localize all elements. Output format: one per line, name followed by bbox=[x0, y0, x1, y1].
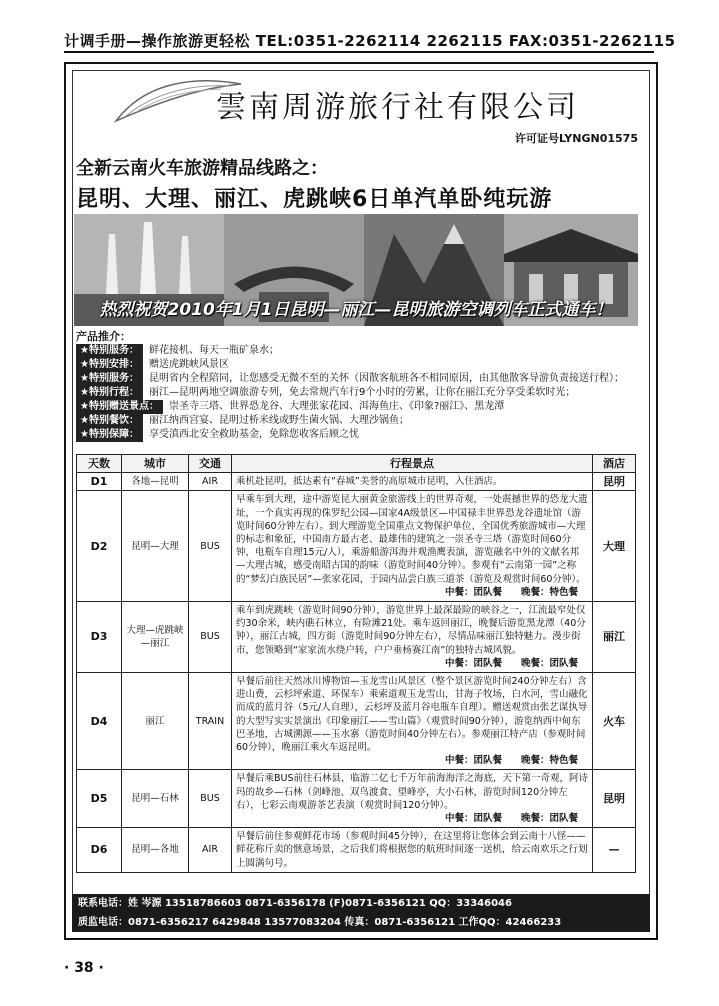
city-cell: 大理—虎跳峡—丽江 bbox=[122, 602, 189, 673]
intro-tag: ★特别安排： bbox=[76, 358, 143, 372]
meal-line: 中餐：团队餐 晚餐：团队餐 bbox=[444, 657, 578, 669]
table-row bbox=[77, 491, 636, 602]
intro-text: 丽江纳西宫宴、昆明过桥米线或野生菌火锅、大理沙锅鱼； bbox=[148, 415, 409, 426]
transport-cell: AIR bbox=[189, 828, 232, 873]
intro-item bbox=[76, 386, 640, 400]
intro-tag: ★特别赠送景点： bbox=[76, 400, 163, 414]
itinerary-table bbox=[76, 454, 636, 873]
transport-cell: TRAIN bbox=[189, 673, 232, 770]
city-cell: 丽江 bbox=[122, 673, 189, 770]
celebration-banner: 热烈祝贺2010年1月1日昆明—丽江—昆明旅游空调列车正式通车！ bbox=[99, 300, 613, 320]
intro-item bbox=[76, 428, 640, 442]
table-row bbox=[77, 828, 636, 873]
intro-item bbox=[76, 372, 640, 386]
day-cell: D6 bbox=[77, 828, 122, 873]
intro-text: 享受滇西北安全救助基金，免除您收客后顾之忧 bbox=[148, 429, 359, 440]
intro-text: 崇圣寺三塔、世界恐龙谷、大理张家花园、洱海鱼庄、《印象?丽江》、黑龙潭 bbox=[168, 401, 505, 412]
city-cell: 昆明—各地 bbox=[122, 828, 189, 873]
page-header bbox=[64, 30, 676, 52]
route-title: 昆明、大理、丽江、虎跳峡6日单汽单卧纯玩游 bbox=[76, 187, 553, 212]
intro-tag: ★特别保障： bbox=[76, 428, 143, 442]
itinerary-text: 早餐后前往参观鲜花市场（参观时间45分钟），在这里将让您体会到云南十八怪——鲜花称斤卖的惬意场景，之后我们将根据您的航班时间逐一送机，给云南欢乐之行划上圆满句号。 bbox=[236, 831, 588, 869]
table-row bbox=[77, 770, 636, 828]
header-transport: 交通 bbox=[189, 455, 232, 473]
intro-tag: ★特别服务： bbox=[76, 372, 143, 386]
header-text: 计调手册—操作旅游更轻松 TEL:0351-2262114 2262115 FAX:0351-2262115 bbox=[64, 32, 676, 50]
transport-cell: BUS bbox=[189, 491, 232, 602]
day-cell: D1 bbox=[77, 473, 122, 491]
intro-text: 赠送虎跳峡风景区 bbox=[148, 359, 229, 370]
intro-heading: 产品推介： bbox=[76, 330, 131, 343]
meal-line: 中餐：团队餐 晚餐：特色餐 bbox=[444, 755, 578, 767]
company-name: 雲南周游旅行社有限公司 bbox=[216, 90, 579, 125]
day-cell: D2 bbox=[77, 491, 122, 602]
hotel-cell: 昆明 bbox=[593, 770, 636, 828]
itinerary-cell bbox=[232, 770, 593, 828]
table-row bbox=[77, 673, 636, 770]
intro-item bbox=[76, 358, 640, 372]
intro-item bbox=[76, 400, 640, 414]
photo-strip bbox=[74, 214, 638, 326]
intro-text: 丽江—昆明两地空调旅游专列，免去常规汽车行9个小时的劳累，让你在丽江充分享受柔软时光； bbox=[148, 387, 576, 398]
itinerary-cell bbox=[232, 828, 593, 873]
intro-item bbox=[76, 344, 640, 358]
contact-bar bbox=[72, 894, 650, 932]
intro-text: 昆明省内全程陪同，让您感受无微不至的关怀（因散客航班各不相同原因，由其他散客导游负责接送行程）； bbox=[148, 373, 624, 384]
transport-cell: BUS bbox=[189, 602, 232, 673]
itinerary-cell bbox=[232, 602, 593, 673]
product-intro bbox=[76, 330, 640, 442]
header-city: 城市 bbox=[122, 455, 189, 473]
day-cell: D3 bbox=[77, 602, 122, 673]
itinerary-cell bbox=[232, 491, 593, 602]
hotel-cell: 昆明 bbox=[593, 473, 636, 491]
itinerary-text: 早餐后乘BUS前往石林县，临游二亿七千万年前海海洋之海底，天下第一奇观，阿诗玛的故乡—石林（剑峰池、双鸟渡食、望峰亭，大小石林，游览时间120分钟左右），七彩云南观游茶艺表演（观赏时间120分钟）。 bbox=[236, 773, 589, 811]
intro-tag: ★特别行程： bbox=[76, 386, 143, 400]
header-itinerary: 行程景点 bbox=[232, 455, 593, 473]
meal-line: 中餐：团队餐 晚餐：团队餐 bbox=[444, 813, 578, 825]
itinerary-text: 早餐后前往天然冰川博物馆—玉龙雪山风景区（整个景区游览时间240分钟左右）含进山费，云杉坪索道、环保车）乘索道观玉龙雪山，甘海子牧场，白水河，雪山融化而成的蓝月谷（5元/人自理），云杉坪及蓝月谷电瓶车自理）。赠送观赏由张艺谋执导的大型写实实景演出《印象丽江——雪山篇》（观赏时间90分钟），游览纳西中甸东巴圣地，古城溯源——玉水寨（游览时间40分钟左右）。参观丽江特产店（参观时间60分钟），晚丽江乘火车返昆明。 bbox=[236, 676, 588, 754]
transport-cell: AIR bbox=[189, 473, 232, 491]
license-number: 许可证号LYNGN01575 bbox=[515, 132, 638, 145]
intro-tag: ★特别服务： bbox=[76, 344, 143, 358]
header-hotel: 酒店 bbox=[593, 455, 636, 473]
city-cell: 昆明—大理 bbox=[122, 491, 189, 602]
header-rule bbox=[64, 51, 654, 53]
hotel-cell: 丽江 bbox=[593, 602, 636, 673]
header-day: 天数 bbox=[77, 455, 122, 473]
day-cell: D4 bbox=[77, 673, 122, 770]
hotel-cell: 大理 bbox=[593, 491, 636, 602]
itinerary-text: 乘车到虎跳峡（游览时间90分钟），游览世界上最深最险的峡谷之一，江流最窄处仅约30余米，峡内礁石林立，有险滩21处。乘车返回丽江，晚餐后游览黑龙潭（40分钟），丽江古城，四方街（游览时间90分钟左右），尽情品味丽江独特魅力。漫步街市，您领略到“家家流水绕户转，户户垂杨赛江南”的独特古城风貌。 bbox=[236, 605, 586, 656]
itinerary-text: 乘机赴昆明，抵达素有“春城”美誉的高原城市昆明，入住酒店。 bbox=[236, 476, 503, 488]
day-cell: D5 bbox=[77, 770, 122, 828]
transport-cell: BUS bbox=[189, 770, 232, 828]
route-subtitle: 全新云南火车旅游精品线路之： bbox=[76, 158, 328, 179]
contact-line-1: 联系电话：姓 岑源 13518786603 0871-6356178 (F)0871-6356121 QQ：33346046 bbox=[78, 898, 512, 909]
hotel-cell: 火车 bbox=[593, 673, 636, 770]
contact-line-2: 质监电话：0871-6356217 6429848 13577083204 传真：0871-6356121 工作QQ：42466233 bbox=[78, 917, 562, 928]
hotel-cell: — bbox=[593, 828, 636, 873]
table-row bbox=[77, 473, 636, 491]
itinerary-text: 早乘车到大理，途中游览昆大丽黄金旅游线上的世界奇观，一处震撼世界的恐龙大遗址，一个真实再现的侏罗纪公园—国家4A级景区—中国禄丰世界恐龙谷遗址馆（游览时间60分钟左右）。到大理游览全国重点文物保护单位、全国优秀旅游城市—大理的标志和象征，中国南方最古老、最雄伟的建筑之一崇圣寺三塔（游览时间60分钟，电瓶车自理15元/人），乘游船游洱海并观渔鹰表演，游览融名中外的文献名邦—大理古城，感受南昭古国的韵味（游览时间40分钟）。参观有“云南第一园”之称的“梦幻白族民居”—张家花园，于园内品尝白族三道茶（游览及观赏时间60分钟）。 bbox=[236, 494, 588, 585]
itinerary-cell bbox=[232, 673, 593, 770]
intro-item bbox=[76, 414, 640, 428]
intro-tag: ★特别餐饮： bbox=[76, 414, 143, 428]
meal-line: 中餐：团队餐 晚餐：特色餐 bbox=[444, 586, 578, 598]
table-header-row bbox=[77, 455, 636, 473]
page-number: · 38 · bbox=[64, 960, 104, 976]
itinerary-cell bbox=[232, 473, 593, 491]
ad-frame bbox=[64, 62, 658, 940]
intro-text: 鲜花接机、每天一瓶矿泉水； bbox=[148, 345, 279, 356]
city-cell: 昆明—石林 bbox=[122, 770, 189, 828]
table-row bbox=[77, 602, 636, 673]
city-cell: 各地—昆明 bbox=[122, 473, 189, 491]
